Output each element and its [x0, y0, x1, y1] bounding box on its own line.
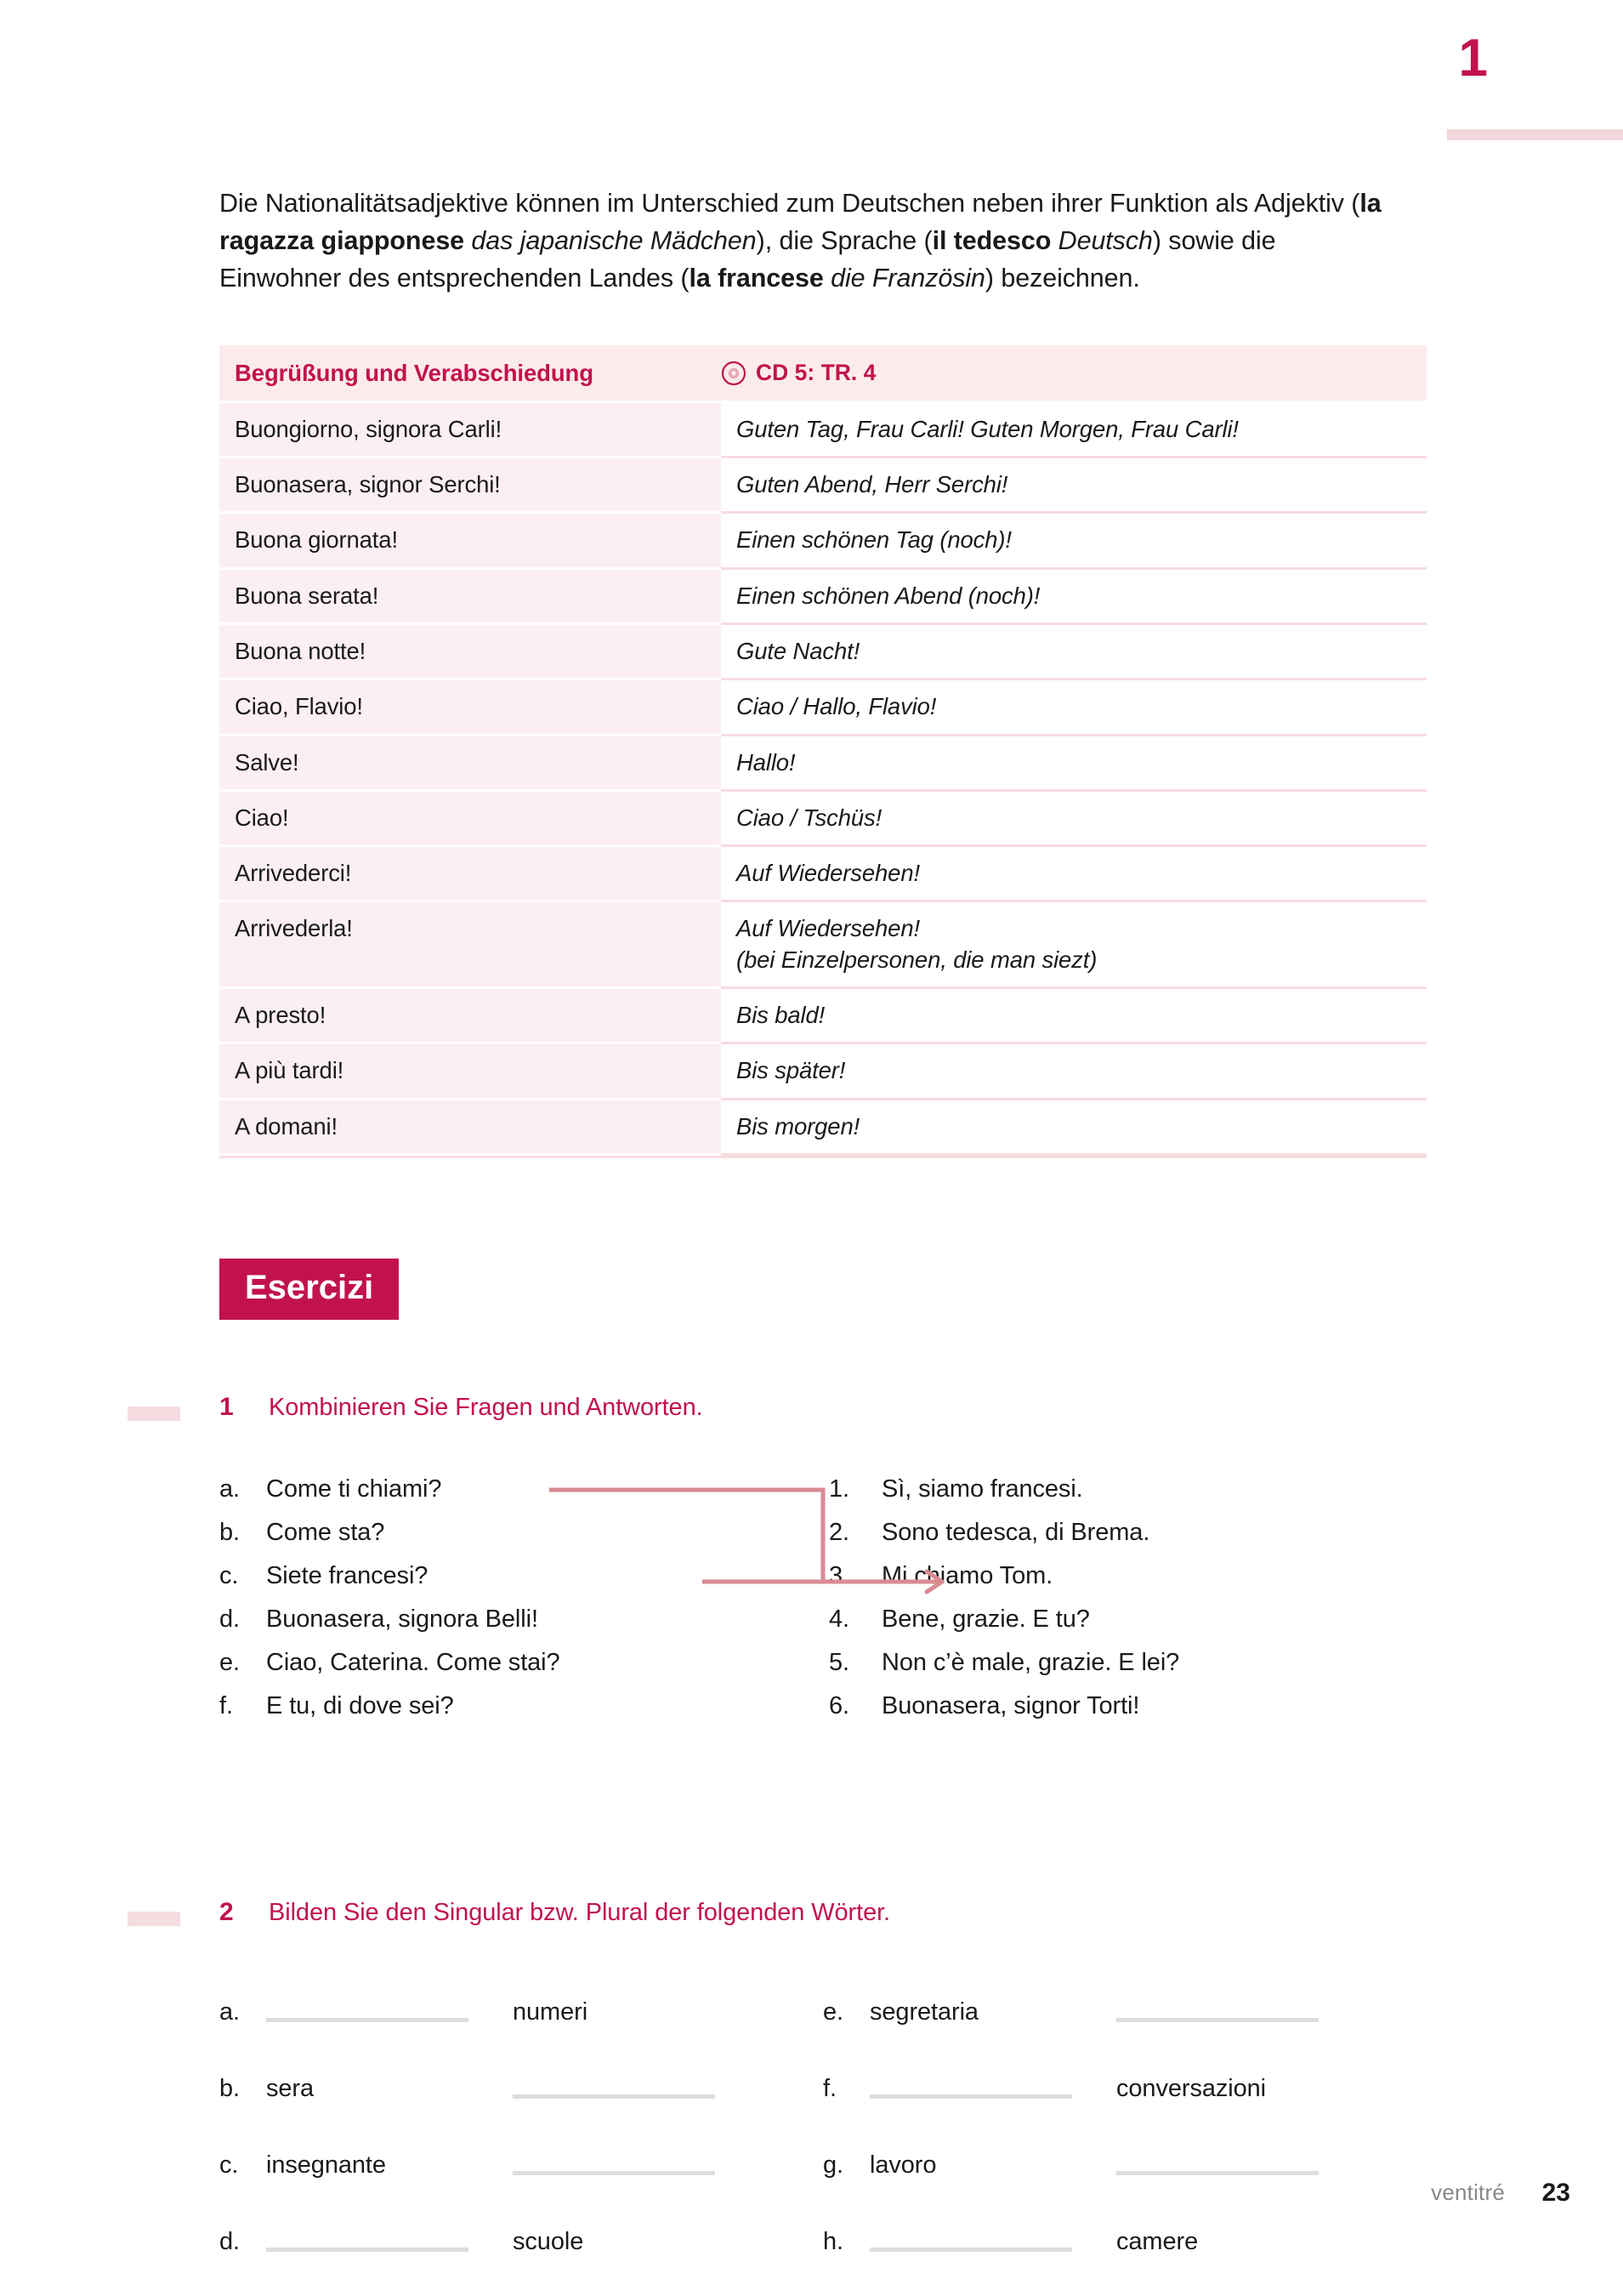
- list-item-key: f.: [823, 2075, 837, 2103]
- list-item-text: Come ti chiami?: [266, 1475, 442, 1503]
- list-item-key: b.: [219, 2075, 240, 2103]
- table-title: Begrüßung und Verabschiedung: [235, 359, 593, 386]
- answer-blank[interactable]: [870, 2248, 1072, 2252]
- table-header-cell: [219, 345, 1427, 403]
- answer-blank[interactable]: [870, 2094, 1072, 2099]
- list-item-text: Sì, siamo francesi.: [882, 1475, 1083, 1503]
- list-item-key: a.: [219, 1998, 240, 2026]
- list-item[interactable]: [829, 1598, 1427, 1641]
- singular-slot: [266, 2232, 513, 2252]
- intro-segment: [1051, 226, 1058, 255]
- table-cell-german: Ciao / Hallo, Flavio!: [721, 680, 1427, 736]
- list-item-text: Non c’è male, grazie. E lei?: [882, 1648, 1180, 1676]
- singular-slot: [870, 2079, 1116, 2099]
- list-item: [219, 2051, 823, 2128]
- list-item-key: 3.: [829, 1561, 849, 1589]
- table-cell-german: Ciao / Tschüs!: [721, 792, 1427, 847]
- plural-slot: [1116, 2003, 1427, 2022]
- table-cell-german: Bis morgen!: [721, 1100, 1427, 1156]
- exercise-1-questions: [219, 1468, 829, 1728]
- table-cell-italian: Ciao, Flavio!: [219, 680, 721, 736]
- answer-blank[interactable]: [266, 2248, 468, 2252]
- table-cell-italian: Arrivederla!: [219, 902, 721, 989]
- list-item-text: Ciao, Caterina. Come stai?: [266, 1648, 560, 1676]
- list-item: [219, 1975, 823, 2051]
- table-row: [219, 902, 1427, 989]
- singular-slot: [870, 2232, 1116, 2252]
- table-row: [219, 1044, 1427, 1100]
- table-row: [219, 680, 1427, 736]
- table-cell-german: Gute Nacht!: [721, 625, 1427, 680]
- intro-segment: Deutsch: [1058, 225, 1153, 255]
- singular-slot: [266, 2075, 513, 2103]
- table-cell-italian: Buona serata!: [219, 570, 721, 625]
- table-cell-italian: A presto!: [219, 989, 721, 1044]
- answer-blank[interactable]: [1116, 2018, 1319, 2022]
- table-cell-italian: Buona notte!: [219, 625, 721, 680]
- table-cell-german: Auf Wiedersehen! (bei Einzelpersonen, die man siezt): [721, 902, 1427, 989]
- word-label: sera: [266, 2075, 315, 2103]
- intro-paragraph: [219, 185, 1401, 298]
- list-item-text: Mi chiamo Tom.: [882, 1561, 1053, 1589]
- table-cell-german: Einen schönen Tag (noch)!: [721, 514, 1427, 569]
- intro-segment: la ragazza giapponese: [219, 189, 1382, 255]
- list-item[interactable]: [219, 1468, 829, 1511]
- plural-slot: [513, 2228, 823, 2256]
- exercise-2: [219, 1898, 1427, 2281]
- cd-icon: [721, 361, 746, 386]
- list-item-text: E tu, di dove sei?: [266, 1691, 454, 1719]
- list-item-text: Come sta?: [266, 1518, 385, 1546]
- table-row: [219, 1100, 1427, 1156]
- intro-segment: ) bezeichnen.: [985, 263, 1140, 293]
- exercise-1-answers: [829, 1468, 1427, 1728]
- table-row: [219, 458, 1427, 514]
- greetings-table: [219, 345, 1427, 1156]
- intro-segment: ) sowie die Einwohner des entsprechenden Landes (: [219, 225, 1276, 293]
- esercizi-badge: Esercizi: [219, 1259, 399, 1320]
- table-cell-italian: Salve!: [219, 736, 721, 792]
- list-item-key: d.: [219, 1605, 240, 1633]
- table-cell-italian: A più tardi!: [219, 1044, 721, 1100]
- table-bottom-rule: [219, 1156, 1427, 1158]
- exercise-2-right-column: [823, 1975, 1427, 2281]
- table-row: [219, 792, 1427, 847]
- word-label: lavoro: [870, 2151, 937, 2179]
- table-row: [219, 847, 1427, 902]
- word-label: camere: [1116, 2228, 1199, 2256]
- exercise-1-title: Kombinieren Sie Fragen und Antworten.: [269, 1393, 703, 1421]
- table-row: [219, 736, 1427, 792]
- greetings-table-body: [219, 403, 1427, 1156]
- table-cell-italian: Buona giornata!: [219, 514, 721, 569]
- intro-segment: die Französin: [831, 263, 985, 293]
- exercise-1: [219, 1393, 1427, 1728]
- table-cell-german: Bis bald!: [721, 989, 1427, 1044]
- list-item-key: 5.: [829, 1648, 849, 1676]
- page-number: 23: [1541, 2179, 1570, 2207]
- table-row: [219, 403, 1427, 458]
- chapter-number: 1: [1458, 29, 1487, 88]
- table-cell-german: Guten Abend, Herr Serchi!: [721, 458, 1427, 514]
- intro-segment: Die Nationalitätsadjektive können im Unterschied zum Deutschen neben ihrer Funktion als Adjektiv (: [219, 189, 1360, 218]
- plural-slot: [513, 1998, 823, 2026]
- exercise-marker: [128, 1912, 180, 1926]
- list-item[interactable]: [829, 1641, 1427, 1685]
- word-label: insegnante: [266, 2151, 386, 2179]
- list-item[interactable]: [219, 1511, 829, 1554]
- intro-segment: ), die Sprache (: [756, 225, 933, 255]
- answer-blank[interactable]: [266, 2018, 468, 2022]
- answer-blank[interactable]: [513, 2094, 715, 2099]
- table-header-row: [219, 345, 1427, 403]
- plural-slot: [1116, 2075, 1427, 2103]
- list-item-key: g.: [823, 2151, 843, 2179]
- list-item-text: Sono tedesca, di Brema.: [882, 1518, 1150, 1546]
- list-item-key: h.: [823, 2228, 843, 2256]
- list-item-key: f.: [219, 1691, 233, 1719]
- table-cell-italian: Buongiorno, signora Carli!: [219, 403, 721, 458]
- exercise-1-body: [219, 1468, 1427, 1728]
- page-content: [219, 0, 1427, 2281]
- list-item: [219, 2204, 823, 2281]
- greetings-table-head: [219, 345, 1427, 403]
- list-item[interactable]: [829, 1554, 1427, 1598]
- exercise-1-number: 1: [219, 1392, 234, 1421]
- list-item-key: b.: [219, 1518, 240, 1546]
- table-row: [219, 625, 1427, 680]
- list-item-text: Buonasera, signora Belli!: [266, 1605, 538, 1633]
- table-cell-italian: A domani!: [219, 1100, 721, 1156]
- list-item-key: 6.: [829, 1691, 849, 1719]
- plural-slot: [1116, 2228, 1427, 2256]
- list-item[interactable]: [219, 1554, 829, 1598]
- intro-segment: [824, 264, 831, 293]
- singular-slot: [870, 1998, 1116, 2026]
- exercise-2-header: [219, 1898, 1427, 1927]
- list-item: [823, 2204, 1427, 2281]
- table-row: [219, 989, 1427, 1044]
- exercise-2-left-column: [219, 1975, 823, 2281]
- table-cell-german: Bis später!: [721, 1044, 1427, 1100]
- list-item-key: 2.: [829, 1518, 849, 1546]
- list-item-key: 1.: [829, 1475, 849, 1503]
- list-item-key: e.: [823, 1998, 843, 2026]
- page-number-word: ventitré: [1431, 2179, 1505, 2205]
- list-item-key: a.: [219, 1475, 240, 1503]
- list-item-text: Buonasera, signor Torti!: [882, 1691, 1140, 1719]
- list-item-text: Siete francesi?: [266, 1561, 428, 1589]
- intro-segment: il tedesco: [932, 225, 1052, 255]
- list-item-key: c.: [219, 1561, 239, 1589]
- list-item-key: 4.: [829, 1605, 849, 1633]
- table-cell-german: Hallo!: [721, 736, 1427, 792]
- list-item: [823, 2051, 1427, 2128]
- table-cell-italian: Ciao!: [219, 792, 721, 847]
- table-cell-italian: Arrivederci!: [219, 847, 721, 902]
- exercise-1-header: [219, 1393, 1427, 1422]
- table-cell-german: Einen schönen Abend (noch)!: [721, 570, 1427, 625]
- exercise-2-body: [219, 1975, 1427, 2281]
- word-label: segretaria: [870, 1998, 979, 2026]
- list-item-key: c.: [219, 2151, 239, 2179]
- word-label: conversazioni: [1116, 2075, 1267, 2103]
- list-item-key: e.: [219, 1648, 240, 1676]
- list-item: [823, 1975, 1427, 2051]
- list-item-key: d.: [219, 2228, 240, 2256]
- intro-segment: la francese: [689, 263, 824, 293]
- header-rule: [1447, 129, 1623, 140]
- intro-segment: das japanische Mädchen: [471, 225, 757, 255]
- exercise-2-title: Bilden Sie den Singular bzw. Plural der folgenden Wörter.: [269, 1898, 891, 1926]
- audio-track-chip: [721, 360, 876, 386]
- list-item[interactable]: [829, 1685, 1427, 1728]
- exercise-marker: [128, 1407, 180, 1421]
- list-item[interactable]: [829, 1511, 1427, 1554]
- table-cell-german: Guten Tag, Frau Carli! Guten Morgen, Frau Carli!: [721, 403, 1427, 458]
- table-cell-german: Auf Wiedersehen!: [721, 847, 1427, 902]
- list-item[interactable]: [829, 1468, 1427, 1511]
- plural-slot: [513, 2079, 823, 2099]
- page-footer: [0, 2163, 1623, 2206]
- table-row: [219, 570, 1427, 625]
- word-label: scuole: [513, 2228, 584, 2256]
- word-label: numeri: [513, 1998, 588, 2026]
- table-cell-italian: Buonasera, signor Serchi!: [219, 458, 721, 514]
- exercise-2-number: 2: [219, 1897, 234, 1926]
- singular-slot: [266, 2003, 513, 2022]
- list-item[interactable]: [219, 1598, 829, 1641]
- table-row: [219, 514, 1427, 569]
- audio-track-label: CD 5: TR. 4: [756, 360, 877, 386]
- list-item-text: Bene, grazie. E tu?: [882, 1605, 1090, 1633]
- list-item[interactable]: [219, 1685, 829, 1728]
- list-item[interactable]: [219, 1641, 829, 1685]
